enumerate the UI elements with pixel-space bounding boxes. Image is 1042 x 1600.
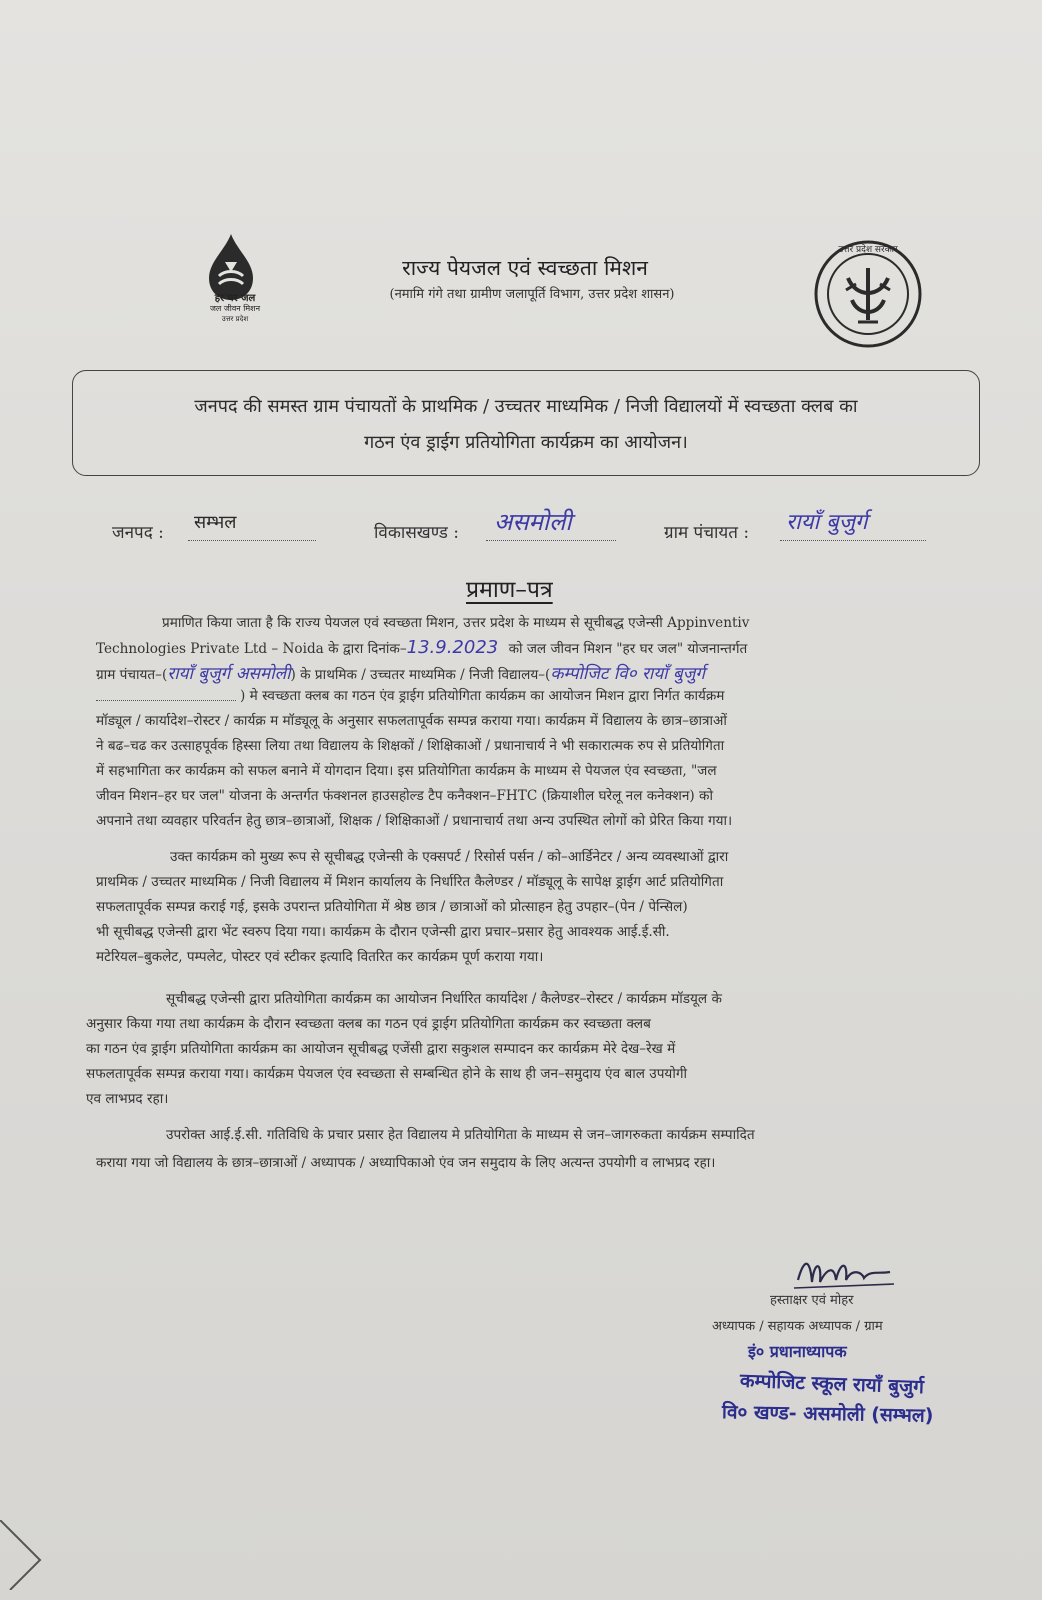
program-box bbox=[72, 370, 980, 476]
p2-line5: मटेरियल–बुकलेट, पम्पलेट, पोस्टर एवं स्टीकर इत्यादि वितरित कर कार्यक्रम पूर्ण कराया गया। bbox=[96, 949, 544, 965]
p1-panchayat: रायाँ बुजुर्ग असमोली bbox=[167, 664, 291, 684]
p3-line5: एव लाभप्रद रहा। bbox=[86, 1091, 169, 1107]
stamp-line-3: वि० खण्ड- असमोली (सम्भल) bbox=[721, 1401, 934, 1427]
p1-line2a: Technologies Private Ltd – Noida के द्वारा दिनांक– bbox=[96, 641, 407, 657]
district-label: जनपद : bbox=[112, 523, 164, 543]
p1-line8: जीवन मिशन–हर घर जल" योजना के अन्तर्गत फंक्शनल हाउसहोल्ड टैप कनैक्शन–FHTC (क्रियाशील घरेलू नल कनेक्शन) को bbox=[96, 788, 714, 804]
p4-line2: कराया गया जो विद्यालय के छात्र–छात्राओं / अध्यापक / अध्यापिकाओ एंव जन समुदाय के लिए अत्यन्त उपयोगी व लाभप्रद रहा। bbox=[96, 1155, 716, 1171]
p2-line2: प्राथमिक / उच्चतर माध्यमिक / निजी विद्यालय में मिशन कार्यालय के निर्धारित कैलेण्डर / मॉड्यूलू के सापेक्ष ड्राईग आर्ट प्रतियोगिता bbox=[96, 874, 724, 890]
p1-line3a: ग्राम पंचायत–( bbox=[96, 667, 168, 683]
mission-title: राज्य पेयजल एवं स्वच्छता मिशन bbox=[402, 256, 648, 280]
mission-subtitle: (नमामि गंगे तथा ग्रामीण जलापूर्ति विभाग, उत्तर प्रदेश शासन) bbox=[389, 287, 675, 302]
har-ghar-jal-logo bbox=[195, 232, 275, 332]
logo-left-sub2: उत्तर प्रदेश bbox=[221, 315, 249, 323]
signature-label: हस्ताक्षर एवं मोहर bbox=[770, 1293, 854, 1308]
logo-left-sub: जल जीवन मिशन bbox=[209, 304, 261, 313]
p1-line5: मॉड्यूल / कार्यादेश–रोस्टर / कार्यक्र म मॉड्यूलू के अनुसार सफलतापूर्वक सम्पन्न कराया गया। कार्यक्रम में विद्यालय के छात्र–छात्राओं bbox=[96, 713, 727, 729]
p1-line3 bbox=[96, 661, 705, 684]
stamp-line-2: कम्पोजिट स्कूल रायाँ बुजुर्ग bbox=[739, 1369, 925, 1399]
program-line-1: जनपद की समस्त ग्राम पंचायतों के प्राथमिक / उच्चतर माध्यमिक / निजी विद्यालयों में स्वच्छता क्लब का bbox=[194, 396, 858, 417]
p4-line1: उपरोक्त आई.ई.सी. गतिविधि के प्रचार प्रसार हेत विद्यालय मे प्रतियोगिता के माध्यम से जन–जागरुकता कार्यक्रम सम्पादित bbox=[166, 1127, 755, 1143]
logo-left-text: हर घर जल bbox=[214, 293, 256, 304]
up-government-seal bbox=[812, 238, 924, 350]
signature-scribble bbox=[790, 1250, 900, 1294]
p2-line1: उक्त कार्यक्रम को मुख्य रूप से सूचीबद्ध एजेन्सी के एक्सपर्ट / रिसोर्स पर्सन / को–आर्डिनेटर / अन्य व्यवस्थाओं द्वारा bbox=[170, 849, 729, 865]
panchayat-label: ग्राम पंचायत : bbox=[664, 523, 750, 543]
p1-line4-dots bbox=[96, 700, 236, 701]
certificate-title: प्रमाण–पत्र bbox=[466, 577, 553, 603]
program-line-2: गठन एंव ड्राईग प्रतियोगिता कार्यक्रम का आयोजन। bbox=[364, 432, 688, 453]
district-dots bbox=[188, 540, 316, 541]
p1-line3b: ) के प्राथमिक / उच्चतर माध्यमिक / निजी विद्यालय–( bbox=[290, 667, 551, 683]
p1-line1: प्रमाणित किया जाता है कि राज्य पेयजल एवं स्वच्छता मिशन, उत्तर प्रदेश के माध्यम से सूचीबद्ध एजेन्सी Appinventiv bbox=[162, 615, 750, 631]
p1-line9: अपनाने तथा व्यवहार परिवर्तन हेतु छात्र–छात्राओं, शिक्षक / शिक्षिकाओं / प्रधानाचार्य तथा अन्य उपस्थित लोगों को प्रेरित किया गया। bbox=[96, 813, 733, 829]
signature-role: अध्यापक / सहायक अध्यापक / ग्राम bbox=[712, 1319, 883, 1334]
p1-line7: में सहभागिता कर कार्यक्रम को सफल बनाने में योगदान दिया। इस प्रतियोगिता कार्यक्रम के माध्यम से पेयजल एंव स्वच्छता, "जल bbox=[96, 763, 717, 779]
p1-line2b: को जल जीवन मिशन "हर घर जल" योजनान्तर्गत bbox=[508, 641, 748, 657]
panchayat-value: रायाँ बुजुर्ग bbox=[786, 510, 868, 535]
p1-line6: ने बढ–चढ कर उत्साहपूर्वक हिस्सा लिया तथा विद्यालय के शिक्षकों / शिक्षिकाओं / प्रधानाचार्य ने भी सकारात्मक रुप से प्रतियोगिता bbox=[96, 738, 725, 754]
district-value: सम्भल bbox=[194, 512, 237, 533]
p1-line2 bbox=[96, 637, 747, 658]
page-corner-mark bbox=[0, 1520, 60, 1590]
block-label: विकासखण्ड : bbox=[374, 523, 460, 543]
p3-line1: सूचीबद्ध एजेन्सी द्वारा प्रतियोगिता कार्यक्रम का आयोजन निर्धारित कार्यादेश / कैलेण्डर–रोस्टर / कार्यक्रम मॉडयूल के bbox=[166, 991, 722, 1007]
p1-date: 13.9.2023 bbox=[406, 637, 499, 658]
p3-line4: सफलतापूर्वक सम्पन्न कराया गया। कार्यक्रम पेयजल एंव स्वच्छता से सम्बन्धित होने के साथ ही जन–समुदाय एंव बाल उपयोगी bbox=[86, 1066, 688, 1082]
stamp-line-1: इं० प्रधानाध्यापक bbox=[748, 1342, 847, 1361]
p3-line2: अनुसार किया गया तथा कार्यक्रम के दौरान स्वच्छता क्लब का गठन एवं ड्राईग प्रतियोगिता कार्यक्रम कर स्वच्छता क्लब bbox=[86, 1016, 651, 1032]
block-value: असमोली bbox=[494, 508, 572, 536]
p1-line4: ) मे स्वच्छता क्लब का गठन एंव ड्राईग प्रतियोगिता कार्यक्रम का आयोजन मिशन द्वारा निर्गत कार्यक्रम bbox=[240, 688, 725, 704]
p1-school: कम्पोजिट वि० रायाँ बुजुर्ग bbox=[550, 664, 705, 684]
block-dots bbox=[486, 540, 616, 541]
p3-line3: का गठन एंव ड्राईग प्रतियोगिता कार्यक्रम का आयोजन सूचीबद्ध एजेंसी द्वारा सकुशल सम्पादन कर कार्यक्रम मेरे देख–रेख में bbox=[86, 1041, 676, 1057]
p2-line3: सफलतापूर्वक सम्पन्न कराई गई, इसके उपरान्त प्रतियोगिता में श्रेष्ठ छात्र / छात्राओं को प्रोत्साहन हेतु उपहार–(पेन / पेन्सिल) bbox=[96, 899, 688, 915]
panchayat-dots bbox=[780, 540, 926, 541]
seal-text: उत्तर प्रदेश सरकार bbox=[838, 245, 898, 255]
p2-line4: भी सूचीबद्ध एजेन्सी द्वारा भेंट स्वरुप दिया गया। कार्यक्रम के दौरान एजेन्सी द्वारा प्रचार–प्रसार हेतु आवश्यक आई.ई.सी. bbox=[96, 924, 670, 940]
